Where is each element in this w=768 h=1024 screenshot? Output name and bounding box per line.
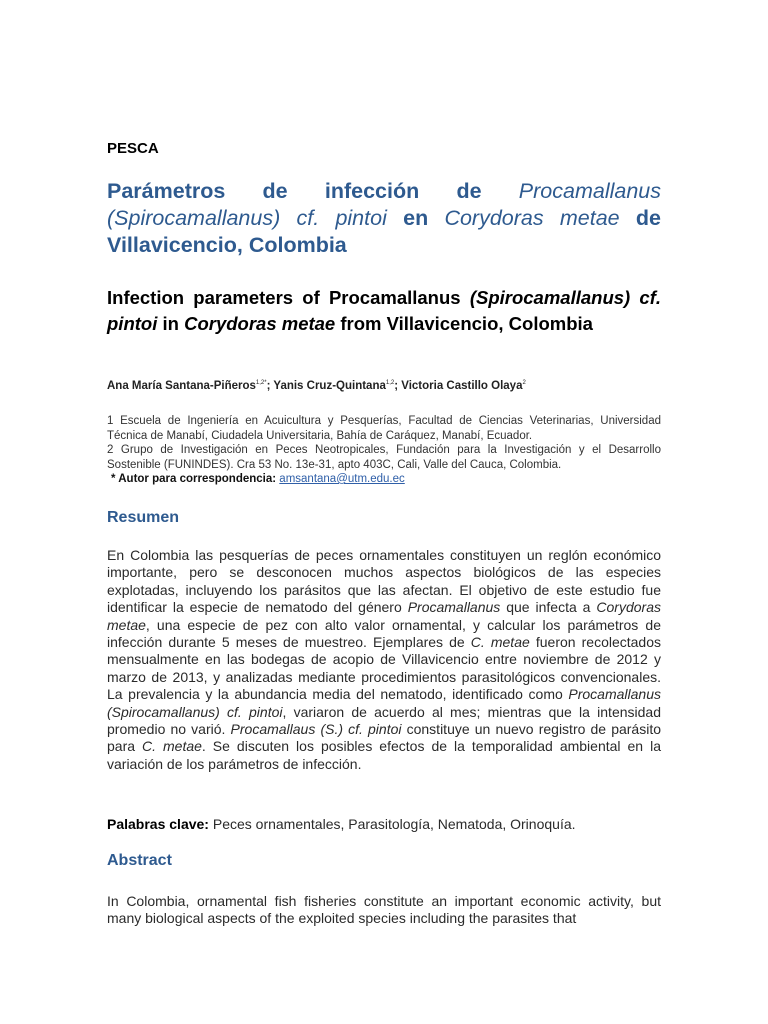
affiliation-2: 2 Grupo de Investigación en Peces Neotropicales, Fundación para la Investigación y el Desarrollo Sostenible (FUNINDES). Cra 53 No. 13e-31, apto 403C, Cali, Valle del Cauca, Colombia. <box>107 444 661 471</box>
title-es-host: Corydoras metae <box>444 206 620 230</box>
spanish-title <box>107 178 661 259</box>
author-name: Ana María Santana-Piñeros <box>107 380 256 392</box>
corresponding-label: * Autor para correspondencia: <box>111 473 277 485</box>
title-en-part: in <box>162 313 179 334</box>
title-en-part: Infection parameters of Procamallanus <box>107 287 461 308</box>
author-affiliation-mark: 2 <box>522 380 526 387</box>
abstract-heading: Abstract <box>107 852 172 869</box>
keywords-label: Palabras clave: <box>107 816 209 832</box>
title-es-species: Procamallanus (Spirocamallanus) cf. pintoi <box>107 179 661 230</box>
title-en-part: from Villavicencio, Colombia <box>340 313 593 334</box>
author-list <box>107 380 661 392</box>
resumen-heading: Resumen <box>107 509 180 526</box>
keywords-text: Peces ornamentales, Parasitología, Nematoda, Orinoquía. <box>208 816 576 832</box>
title-es-part: Parámetros de infección de <box>107 179 482 203</box>
english-title <box>107 285 661 337</box>
title-es-part: en <box>403 206 429 230</box>
author-affiliation-mark: 1,2 <box>385 380 395 387</box>
author-name: ; Victoria Castillo Olaya <box>394 380 523 392</box>
corresponding-email-link[interactable]: amsantana@utm.edu.ec <box>279 473 405 485</box>
resumen-body: En Colombia las pesquerías de peces ornamentales constituyen un reglón económico importante, pero se desconocen muchos aspectos biológicos de las especies explotadas, incluyendo los parásitos que las afectan. El objetivo de este estudio fue identificar la especie de nematodo del género Procamallanus que infecta a Corydoras metae, una especie de pez con alto valor ornamental, y calcular los parámetros de infección durante 5 meses de muestreo. Ejemplares de C. metae fueron recolectados mensualmente en las bodegas de acopio de Villavicencio entre noviembre de 2012 y marzo de 2013, y analizadas mediante procedimientos parasitológicos convencionales. La prevalencia y la abundancia media del nematodo, identificado como Procamallanus (Spirocamallanus) cf. pintoi, variaron de acuerdo al mes; mientras que la intensidad promedio no varió. Procamallaus (S.) cf. pintoi constituye un nuevo registro de parásito para C. metae. Se discuten los posibles efectos de la temporalidad ambiental en la variación de los parámetros de infección. <box>107 547 662 772</box>
affiliation-1: 1 Escuela de Ingeniería en Acuicultura y Pesquerías, Facultad de Ciencias Veterinarias, Universidad Técnica de Manabí, Ciudadela Universitaria, Bahía de Caráquez, Manabí, Ecuador. <box>107 415 661 442</box>
keywords <box>107 816 661 832</box>
affiliations <box>107 414 661 487</box>
author-affiliation-mark: 1,2* <box>255 380 267 387</box>
title-es-part: de Villavicencio, Colombia <box>107 206 661 257</box>
title-en-host: Corydoras metae <box>184 313 336 334</box>
author-name: ; Yanis Cruz-Quintana <box>266 380 386 392</box>
section-label: PESCA <box>107 140 159 157</box>
abstract-body: In Colombia, ornamental fish fisheries constitute an important economic activity, but many biological aspects of the exploited species including the parasites that <box>107 893 661 927</box>
corresponding-author <box>107 472 661 487</box>
title-en-species: (Spirocamallanus) cf. pintoi <box>107 287 661 334</box>
